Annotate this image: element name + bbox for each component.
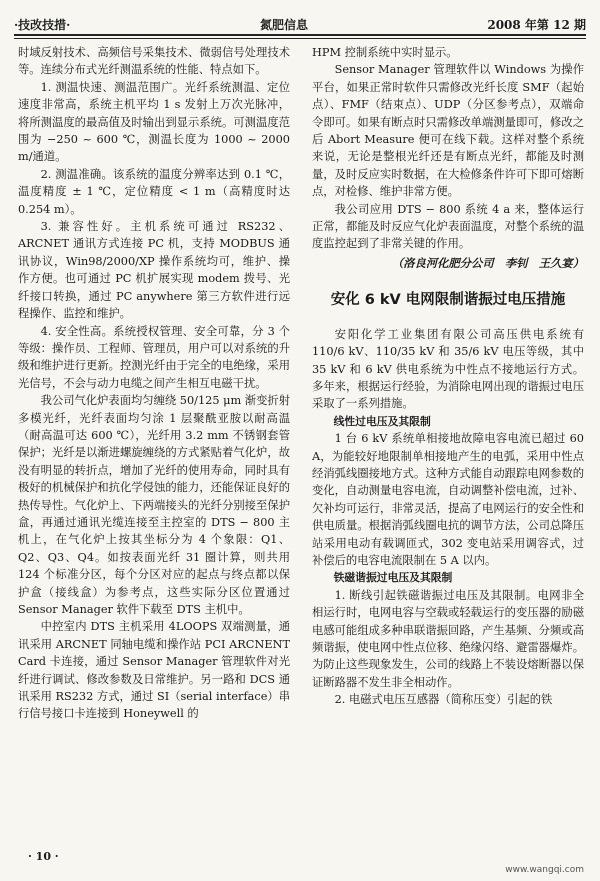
page-number: · 10 · (28, 850, 59, 863)
paragraph: 1. 断线引起铁磁谐振过电压及其限制。电网非全相运行时，电网电容与空载或轻载运行的变压器的励磁电感可能组成多种串联谐振回路，产生基频、分频或高频谐振，使电网中性点位移、绝缘闪络、避雷器爆炸。为防止这些现象发生，公司的线路上不装设熔断器以保证断路器不发生非全相动作。 (312, 588, 584, 689)
paragraph: Sensor Manager 管理软件以 Windows 为操作平台，如果正常时软件只需修改光纤长度 SMF（起始点）、FMF（结束点）、UDP（分区参考点），双端命令即可。如果有断点时只需修改单端测量即可，修改之后 Abort Measure 便可在线下载。这样对整个系统来说，无论是整根光纤还是有断点光纤，都能及时测量，及时反应实时数据，在大检修条件许可下即可熔断点，对检修、维护非常方便。 (312, 63, 584, 199)
watermark: www.wangqi.com (505, 865, 584, 875)
header-journal: 氮肥信息 (260, 18, 309, 32)
paragraph: 我公司应用 DTS − 800 系统 4 a 来，整体运行正常，都能及时反应气化炉表面温度，对整个系统的温度监控起到了非常关键的作用。 (312, 202, 584, 251)
left-column (18, 44, 290, 723)
header-rule (14, 34, 586, 39)
paragraph: 3. 兼容性好。主机系统可通过 RS232、ARCNET 通讯方式连接 PC 机，支持 MODBUS 通讯协议，Win98/2000/XP 操作系统均可，维护、操作方便。也可通过 PC 机扩展实现 modem 拨号、光纤接口转换，通过 PC anywhere 第三方软件进行远程操作、监控和维护。 (18, 220, 290, 321)
section-heading: 铁磁谐振过电压及其限制 (333, 571, 453, 585)
paragraph: 2. 测温准确。该系统的温度分辨率达到 0.1 ℃，温度精度 ± 1 ℃，定位精度 < 1 m（高精度时达 0.254 m）。 (18, 167, 290, 216)
header-section: ·技改技措· (14, 18, 71, 32)
paragraph: 1. 测温快速、测温范围广。光纤系统测温、定位速度非常高，系统主机平均 1 s 发射上万次光脉冲，将所测温度的最高值及时输出到显示系统。可测温度范围为 −250 ~ 600 ℃，测温长度为 1000 ~ 2000 m/通道。 (18, 80, 290, 164)
author-line: （洛良河化肥分公司 李钊 王久宴） (391, 255, 584, 270)
paragraph: 我公司气化炉表面均匀缠绕 50/125 μm 渐变折射多模光纤，光纤表面均匀涂 1 层聚酰亚胺以耐高温（耐高温可达 600 ℃），光纤用 3.2 mm 不锈钢套管保护；光纤是以渐进螺旋缠绕的方式紧贴着气化炉，故没有明显的转折点，增加了光纤的使用寿命，同时具有极好的机械保护和抗化学侵蚀的能力，还能保证良好的热传导性。气化炉上、下两端接头的光纤分别接至保护盒，再通过通讯光缆连接至主控室的 DTS − 800 主机上，在气化炉上按其坐标分为 4 个象限：Q1、Q2、Q3、Q4。如按表面光纤 31 圈计算，则共用 124 个标准分区，每个分区对应的起点与终点都以保护盒（接线盒）为参考点，这些实际分区位置通过 Sensor Manager 软件下载至 DTS 主机中。 (18, 394, 290, 616)
paragraph: 4. 安全性高。系统授权管理、安全可靠，分 3 个等级：操作员、工程师、管理员，用户可以对系统的升级和维护进行更新。控测光纤由于完全的电绝缘，采用光信号，不会与动力电缆之间产生相互电磁干扰。 (18, 324, 290, 390)
paragraph: 1 台 6 kV 系统单相接地故障电容电流已超过 60 A，为能较好地限制单相接地产生的电弧，采用中性点经消弧线圈接地方式。这种方式能自动跟踪电网参数的变化，自动测量电容电流，自动调整补偿电流，过补、欠补均可运行，非常灵活，提高了电网运行的安全性和供电质量。根据消弧线圈电抗的调节方法，公司总降压站采用电动有载调匝式，302 变电站采用调容式，过补偿后的电容电流限制在 5 A 以内。 (312, 432, 584, 567)
section-heading: 线性过电压及其限制 (333, 414, 431, 428)
right-column (312, 44, 584, 709)
paragraph: 2. 电磁式电压互感器（简称压变）引起的铁 (334, 693, 553, 707)
paragraph: 中控室内 DTS 主机采用 4LOOPS 双端测量，通讯采用 ARCNET 同轴电缆和操作站 PCI ARCNENT Card 卡连接，通过 Sensor Manager 管理软件对光纤进行调试、修改参数及日常维护。另一路和 DCS 通讯采用 RS232 方式，通过 SI（serial interface）串行信号接口卡连接到 Honeywell 的 (18, 620, 290, 721)
paragraph: 时域反射技术、高频信号采集技术、微弱信号处理技术等。连续分布式光纤测温系统的性能、特点如下。 (18, 46, 290, 77)
article-title: 安化 6 kV 电网限制谐振过电压措施 (330, 292, 566, 309)
running-header (14, 12, 586, 34)
paragraph: HPM 控制系统中实时显示。 (312, 46, 458, 59)
paragraph: 安阳化学工业集团有限公司高压供电系统有 110/6 kV、110/35 kV 和 35/6 kV 电压等级，其中 35 kV 和 6 kV 供电系统为中性点不接地运行方式。多年来，根据运行经验，为消除电网出现的谐振过电压采取了一系列措施。 (312, 327, 584, 411)
header-issue: 2008 年第 12 期 (487, 18, 586, 32)
